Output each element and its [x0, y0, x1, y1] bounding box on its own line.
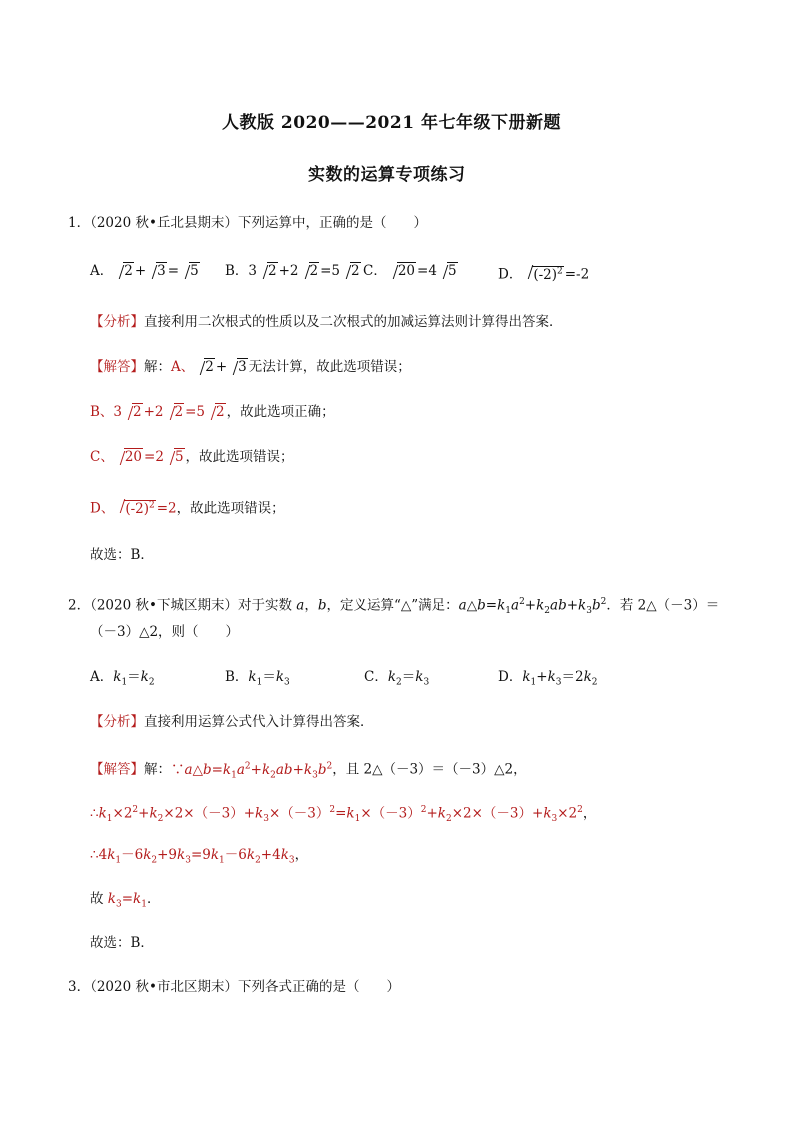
answer-tag: 【解答】: [90, 761, 144, 778]
analysis-text: 直接利用运算公式代入计算得出答案．: [144, 714, 374, 730]
answer-b-prefix: B、: [90, 404, 114, 420]
q2-choose: 故选：B．: [90, 935, 154, 951]
q2-answer: 【解答】解：$\because a\triangle b=k_1a^2+k_2ab+k_3b^2$，且 2△（－3）＝（－3）△2，: [90, 761, 527, 781]
answer-b-suffix: ，故此选项正确；: [226, 404, 335, 420]
q2-option-b: B．$k_1=k_3$: [225, 669, 290, 688]
q2-option-c: C．$k_2=k_3$: [364, 669, 430, 688]
q1-option-d: D． $(-2)^2 =-2$: [498, 261, 589, 285]
q2-step1: $\therefore k_1\times 2^2+k_2\times 2\times(-3)+k_3\times(-3)^2=k_1\times(-3)^2+k_2\times 2\times(-3)+k_3\times 2^2$，: [90, 805, 597, 825]
q1-answer-b: B、3 2 +2 2 =5 2 ，故此选项正确；: [90, 404, 335, 420]
q1-analysis: [90, 312, 563, 332]
q2-therefore: 故: [90, 891, 108, 907]
answer-d-prefix: D、: [90, 500, 115, 517]
analysis-tag: 【分析】: [90, 714, 144, 730]
q1-option-c-label: C．: [363, 263, 387, 279]
q3-stem: 3．（2020 秋•市北区期末）下列各式正确的是（ ）: [68, 979, 400, 995]
q1-stem: 1．（2020 秋•丘北县期末）下列运算中，正确的是（ ）: [68, 215, 427, 231]
q2-analysis: [90, 712, 374, 732]
q1-option-b-label: B．: [225, 263, 249, 279]
q2-stem-prefix: 2．（2020 秋•下城区期末）对于实数: [68, 597, 297, 614]
q1-choose: 故选：B．: [90, 547, 154, 563]
answer-tag: 【解答】: [90, 359, 144, 375]
q1-answer-d: D、 $(-2)^2 =2$，故此选项错误；: [90, 495, 285, 519]
answer-a-suffix: 无法计算，故此选项错误；: [248, 359, 411, 375]
q2-option-d: D．$k_1+k_3=2k_2$: [498, 669, 598, 688]
q1-answer-c: C、 20 =2 5 ，故此选项错误；: [90, 449, 294, 465]
q2-stem-line2: （－3）△2，则（ ）: [90, 624, 240, 640]
q1-option-d-label: D．: [498, 266, 523, 283]
q1-option-b: B．3 2 +2 2 =5 2: [225, 263, 360, 279]
q1-answer: 【解答】解：A、 2 + 3 无法计算，故此选项错误；: [90, 359, 411, 375]
answer-a-prefix: A、: [171, 359, 195, 375]
q1-option-c: C． 20 =4 5: [363, 263, 457, 279]
answer-c-prefix: C、: [90, 449, 114, 465]
analysis-tag: 【分析】: [90, 314, 144, 330]
answer-c-suffix: ，故此选项错误；: [185, 449, 294, 465]
page-title: 人教版 2020——2021 年七年级下册新题: [222, 113, 561, 133]
q2-step2: $\therefore 4k_1-6k_2+9k_3=9k_1-6k_2+4k_3$，: [90, 847, 309, 866]
answer-intro: 解：: [144, 359, 171, 375]
q2-stem-line1: 2．（2020 秋•下城区期末）对于实数 a，b，定义运算“△”满足：$a\triangle b=k_1a^2+k_2ab+k_3b^2$．若 2△（－3）＝: [68, 597, 720, 617]
q1-option-a: A． 2 + 3 = 5: [90, 263, 199, 279]
answer-d-suffix: ，故此选项错误；: [176, 500, 285, 517]
q1-option-a-label: A．: [90, 263, 114, 279]
page-subtitle: 实数的运算专项练习: [308, 165, 466, 185]
q2-option-a: A．$k_1=k_2$: [90, 669, 155, 688]
analysis-text: 直接利用二次根式的性质以及二次根式的加减运算法则计算得出答案．: [144, 314, 563, 330]
q2-conclusion: 故 $k_3=k_1$．: [90, 891, 161, 910]
